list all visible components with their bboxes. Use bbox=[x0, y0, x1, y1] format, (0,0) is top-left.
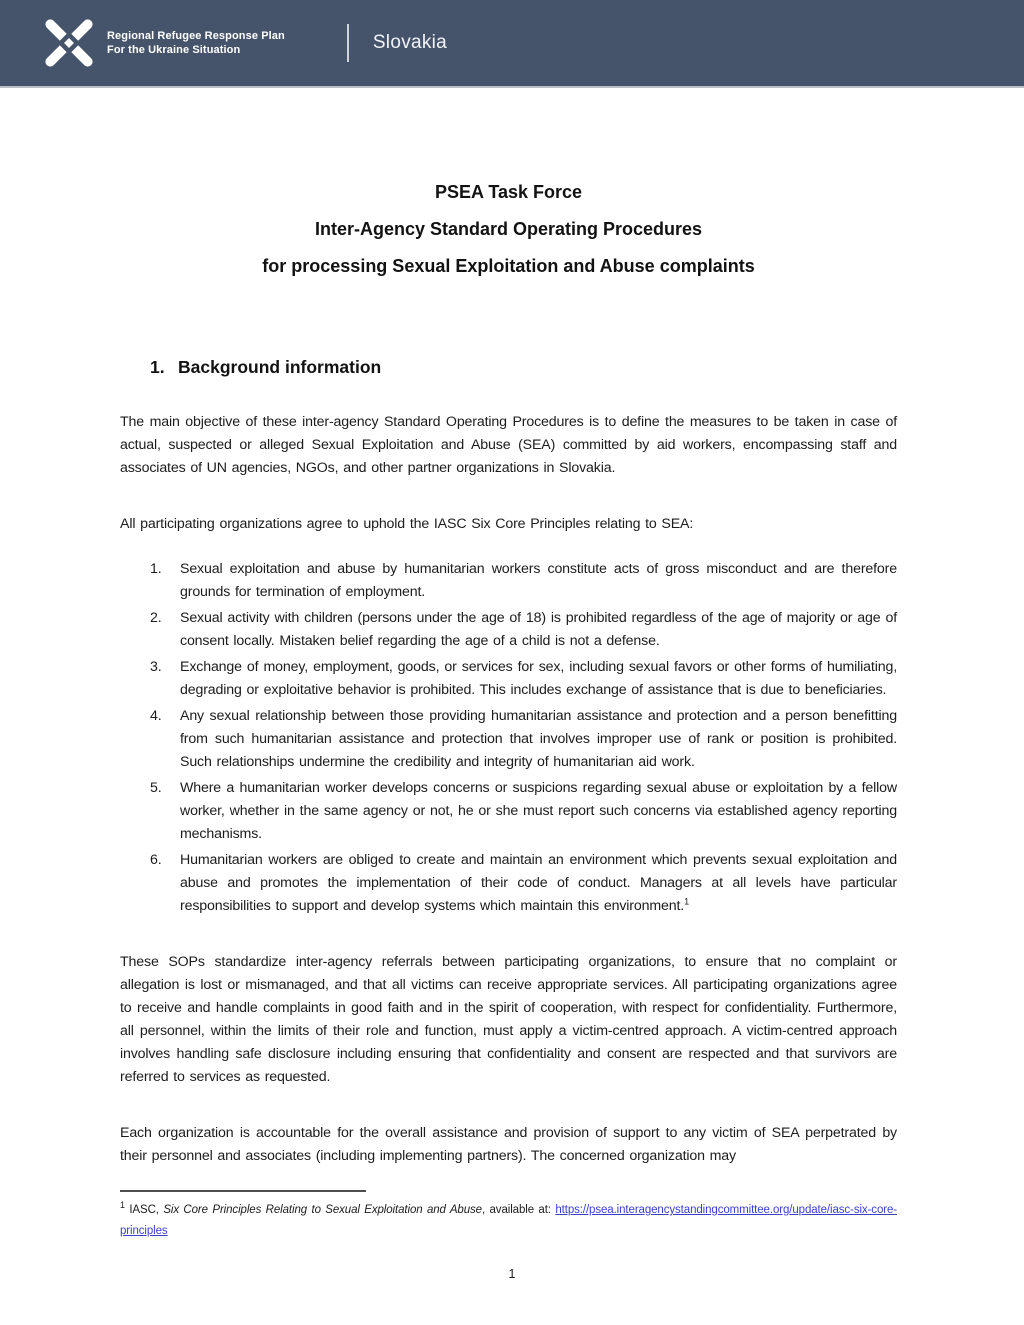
principle-number: 2. bbox=[150, 610, 162, 626]
document-title bbox=[120, 174, 897, 285]
principle-text: Sexual activity with children (persons under the age of 18) is prohibited regardless of the age of majority or age of consent locally. Mistaken belief regarding the age of a child is not a defense. bbox=[180, 610, 897, 649]
footnote-link[interactable]: https://psea.interagencystandingcommittee.org/update/iasc-six-core-principles bbox=[120, 1204, 897, 1237]
principle-item-6 bbox=[150, 849, 897, 918]
principle-number: 6. bbox=[150, 852, 162, 868]
principle-text: Sexual exploitation and abuse by humanitarian workers constitute acts of gross misconduct and are therefore grounds for termination of employment. bbox=[180, 561, 897, 600]
header-banner bbox=[0, 0, 1024, 88]
principle-number: 1. bbox=[150, 561, 162, 577]
principle-text-body: Humanitarian workers are obliged to create and maintain an environment which prevents sexual exploitation and abuse and promotes the implementation of their code of conduct. Managers at all levels have particular responsibilities to support and develop systems which maintain this environment. bbox=[180, 852, 897, 914]
paragraph-intro: The main objective of these inter-agency Standard Operating Procedures is to define the measures to be taken in case of actual, suspected or alleged Sexual Exploitation and Abuse (SEA) committed by aid workers, encompassing staff and associates of UN agencies, NGOs, and other partner organizations in Slovakia. bbox=[120, 414, 897, 476]
principle-number: 3. bbox=[150, 659, 162, 675]
principle-item-1 bbox=[150, 558, 897, 604]
banner-divider bbox=[347, 24, 349, 62]
principle-text: Exchange of money, employment, goods, or services for sex, including sexual favors or other forms of humiliating, degrading or exploitative behavior is prohibited. This includes exchange of assistance that is due to beneficiaries. bbox=[180, 659, 897, 698]
paragraph-accountability: Each organization is accountable for the overall assistance and provision of support to any victim of SEA perpetrated by their personnel and associates (including implementing partners). The concerned organization may bbox=[120, 1125, 897, 1164]
footnote-reference-mark: 1 bbox=[684, 896, 689, 907]
section-title: Background information bbox=[178, 357, 382, 377]
principle-number: 5. bbox=[150, 780, 162, 796]
document-content bbox=[0, 174, 1024, 1168]
section-heading bbox=[120, 357, 897, 378]
section-number: 1. bbox=[150, 357, 165, 377]
paragraph-principles-lead: All participating organizations agree to uphold the IASC Six Core Principles relating to SEA: bbox=[120, 516, 694, 532]
footnote-title-italic: Six Core Principles Relating to Sexual Exploitation and Abuse bbox=[163, 1204, 482, 1216]
principles-list bbox=[120, 558, 897, 918]
logo-text-line2: For the Ukraine Situation bbox=[107, 44, 241, 56]
paragraph-sops: These SOPs standardize inter-agency referrals between participating organizations, to ensure that no complaint or allegation is lost or mismanaged, and that all victims can receive appropriate services. All participating organizations agree to receive and handle complaints in good faith and in the spirit of cooperation, with respect for confidentiality. Furthermore, all personnel, within the limits of their role and function, must apply a victim-centred approach. A victim-centred approach involves handling safe disclosure including ensuring that confidentiality and consent are respected and that survivors are referred to services as requested. bbox=[120, 954, 897, 1085]
footnote-middle: , available at: bbox=[481, 1204, 556, 1216]
footnote-marker: 1 bbox=[120, 1200, 125, 1211]
principle-text bbox=[180, 849, 897, 918]
footnote-separator bbox=[120, 1190, 366, 1192]
principle-item-3 bbox=[150, 656, 897, 702]
principle-item-5 bbox=[150, 777, 897, 846]
principle-item-2 bbox=[150, 607, 897, 653]
banner-country-label: Slovakia bbox=[372, 32, 448, 53]
principle-text: Any sexual relationship between those providing humanitarian assistance and protection and a person benefitting from such humanitarian assistance and protection that involves improper use of rank or position is prohibited. Such relationships undermine the credibility and integrity of humanitarian aid work. bbox=[180, 708, 897, 770]
logo-text-line1: Regional Refugee Response Plan bbox=[107, 30, 285, 42]
footnote bbox=[120, 1200, 897, 1242]
title-line-2: Inter-Agency Standard Operating Procedures bbox=[314, 219, 703, 239]
principle-item-4 bbox=[150, 705, 897, 774]
rrp-logo-icon bbox=[42, 16, 96, 70]
footnote-prefix: IASC, bbox=[124, 1204, 164, 1216]
title-line-1: PSEA Task Force bbox=[434, 182, 583, 202]
principle-number: 4. bbox=[150, 708, 162, 724]
footnote-area bbox=[0, 1190, 1024, 1242]
title-line-3: for processing Sexual Exploitation and Abuse complaints bbox=[262, 256, 755, 276]
page-number: 1 bbox=[508, 1267, 516, 1281]
logo-text bbox=[107, 29, 285, 57]
principle-text: Where a humanitarian worker develops concerns or suspicions regarding sexual abuse or exploitation by a fellow worker, whether in the same agency or not, he or she must report such concerns via established agency reporting mechanisms. bbox=[180, 780, 897, 842]
